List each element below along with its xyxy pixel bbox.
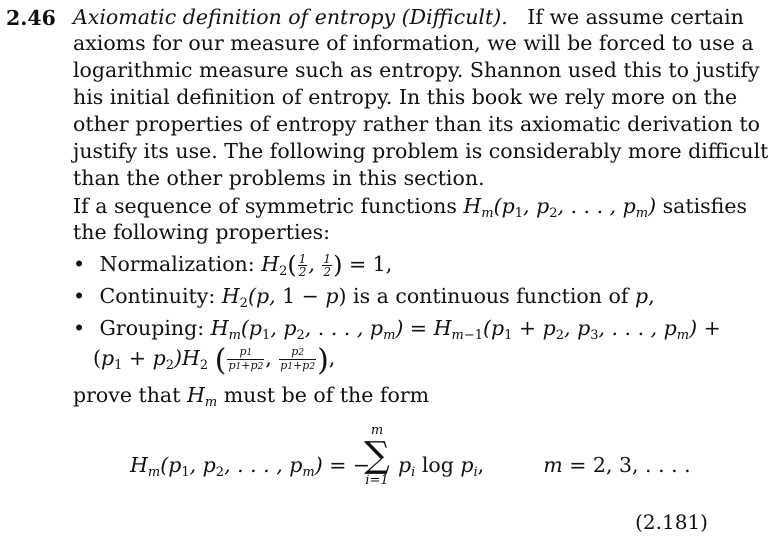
continuity-label: Continuity: (99, 284, 216, 308)
problem-text-line-3: logarithmic measure such as entropy. Shannon used this to justify (73, 58, 760, 82)
bullet-continuity: • Continuity: H2(p, 1 − p) is a continuous function of p, (73, 284, 655, 311)
intro-line-2: the following properties: (73, 220, 331, 244)
grouping-formula-line2: (p1 + p2)H2 ( $\frac{p1}{p1+p2}$ , $\frac{p2}{p1+p2}$ ), (93, 343, 336, 378)
conclusion-line: prove that $H_m$ must be of the form (73, 383, 430, 410)
conclusion-text-end: must be of the form (223, 383, 430, 407)
problem-text-line-1: If we assume certain (527, 5, 744, 29)
hm-function: $H_m(p1$, p2, . . . , $p_m$) (463, 194, 657, 221)
normalization-label: Normalization: (99, 252, 255, 276)
continuity-text: is a continuous function of (353, 284, 629, 308)
continuity-formula: H2(p, (221, 284, 283, 311)
normalization-formula: H2( $\frac{1}{2}$ , $\frac{1}{2}$ ) (261, 251, 343, 279)
bullet-normalization: • Normalization: H2( $\frac{1}{2}$ , $\frac{1}{2}$ ) = 1, (73, 251, 393, 279)
display-equation: $H_m(p1$, p2, . . . , $p_m$) = − (130, 453, 371, 480)
bullet-dot: • (73, 252, 86, 276)
intro-text-end: satisfies (662, 194, 748, 218)
problem-text-line-4: his initial definition of entropy. In this book we rely more on the (73, 85, 738, 109)
summation-symbol: m ∑ i=1 (364, 423, 390, 488)
grouping-formula-line1: $H_m(p1$, p2, . . . , $p_m$) (210, 316, 404, 343)
bullet-dot: • (73, 316, 86, 340)
grouping-label: Grouping: (99, 316, 205, 340)
bullet-grouping: • Grouping: $H_m(p1$, p2, . . . , $p_m) = H_m-1(p1 + p2$, p3, . . . , $p_m$) + (73, 316, 721, 343)
intro-text-start: If a sequence of symmetric functions (73, 194, 457, 218)
problem-text-line-6: justify its use. The following problem is considerably more difficult (73, 139, 768, 163)
problem-number: 2.46 (6, 6, 56, 30)
equation-number: (2.181) (635, 510, 708, 534)
bullet-dot: • (73, 284, 86, 308)
problem-text-line-5: other properties of entropy rather than its axiomatic derivation to (73, 112, 761, 136)
problem-line-1 (73, 4, 744, 30)
problem-title: Axiomatic definition of entropy (Difficult). (73, 5, 508, 29)
problem-text-line-2: axioms for our measure of information, we will be forced to use a (73, 31, 754, 55)
conclusion-text: prove that (73, 383, 181, 407)
problem-text-line-7: than the other problems in this section. (73, 166, 485, 190)
display-equation-rhs: $p_i$ $\log p_i$, m = 2, 3, . . . . (398, 453, 691, 480)
